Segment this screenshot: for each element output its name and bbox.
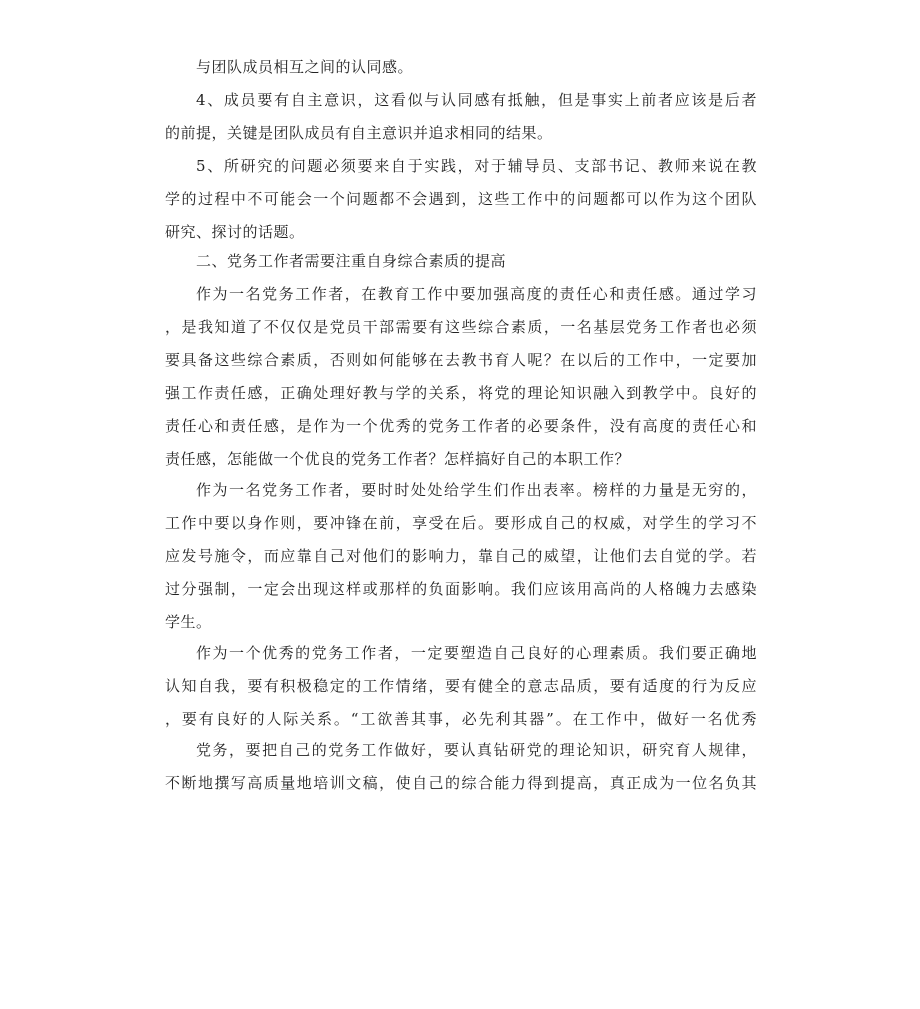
text-line: 作为一名党务工作者，在教育工作中要加强高度的责任心和责任感。通过学习 — [196, 285, 757, 303]
text-line: 强工作责任感，正确处理好教与学的关系，将党的理论知识融入到教学中。良好的 — [165, 384, 757, 402]
text-line: 认知自我，要有积极稳定的工作情绪，要有健全的意志品质，要有适度的行为反应 — [165, 677, 757, 695]
text-line: 与团队成员相互之间的认同感。 — [196, 58, 414, 76]
text-line: ，是我知道了不仅仅是党员干部需要有这些综合素质，一名基层党务工作者也必须 — [165, 318, 757, 336]
text-line: 责任心和责任感，是作为一个优秀的党务工作者的必要条件，没有高度的责任心和 — [165, 417, 757, 435]
text-line: 5、所研究的问题必须要来自于实践，对于辅导员、支部书记、教师来说在教 — [196, 157, 757, 175]
section-heading: 二、党务工作者需要注重自身综合素质的提高 — [196, 252, 507, 270]
text-line: 应发号施令，而应靠自己对他们的影响力，靠自己的威望，让他们去自觉的学。若 — [165, 547, 757, 565]
text-line: 学的过程中不可能会一个问题都不会遇到，这些工作中的问题都可以作为这个团队 — [165, 190, 757, 208]
text-line: 不断地撰写高质量地培训文稿，使自己的综合能力得到提高，真正成为一位名负其 — [165, 774, 757, 792]
text-line: 研究、探讨的话题。 — [165, 223, 305, 241]
text-line: 责任感，怎能做一个优良的党务工作者？怎样搞好自己的本职工作？ — [165, 450, 631, 468]
text-line: 4、成员要有自主意识，这看似与认同感有抵触，但是事实上前者应该是后者 — [196, 91, 757, 109]
text-line: 学生。 — [165, 613, 212, 631]
text-line: 的前提，关键是团队成员有自主意识并追求相同的结果。 — [165, 124, 553, 142]
text-line: 工作中要以身作则，要冲锋在前，享受在后。要形成自己的权威，对学生的学习不 — [165, 514, 757, 532]
text-line: 过分强制，一定会出现这样或那样的负面影响。我们应该用高尚的人格魄力去感染 — [165, 580, 757, 598]
text-line: 作为一名党务工作者，要时时处处给学生们作出表率。榜样的力量是无穷的， — [196, 481, 757, 499]
text-line: 要具备这些综合素质，否则如何能够在去教书育人呢？在以后的工作中，一定要加 — [165, 351, 757, 369]
text-line: 作为一个优秀的党务工作者，一定要塑造自己良好的心理素质。我们要正确地 — [196, 644, 757, 662]
text-line: ，要有良好的人际关系。“工欲善其事，必先利其器”。在工作中，做好一名优秀 — [165, 710, 757, 728]
text-line: 党务，要把自己的党务工作做好，要认真钻研党的理论知识，研究育人规律， — [196, 741, 757, 759]
